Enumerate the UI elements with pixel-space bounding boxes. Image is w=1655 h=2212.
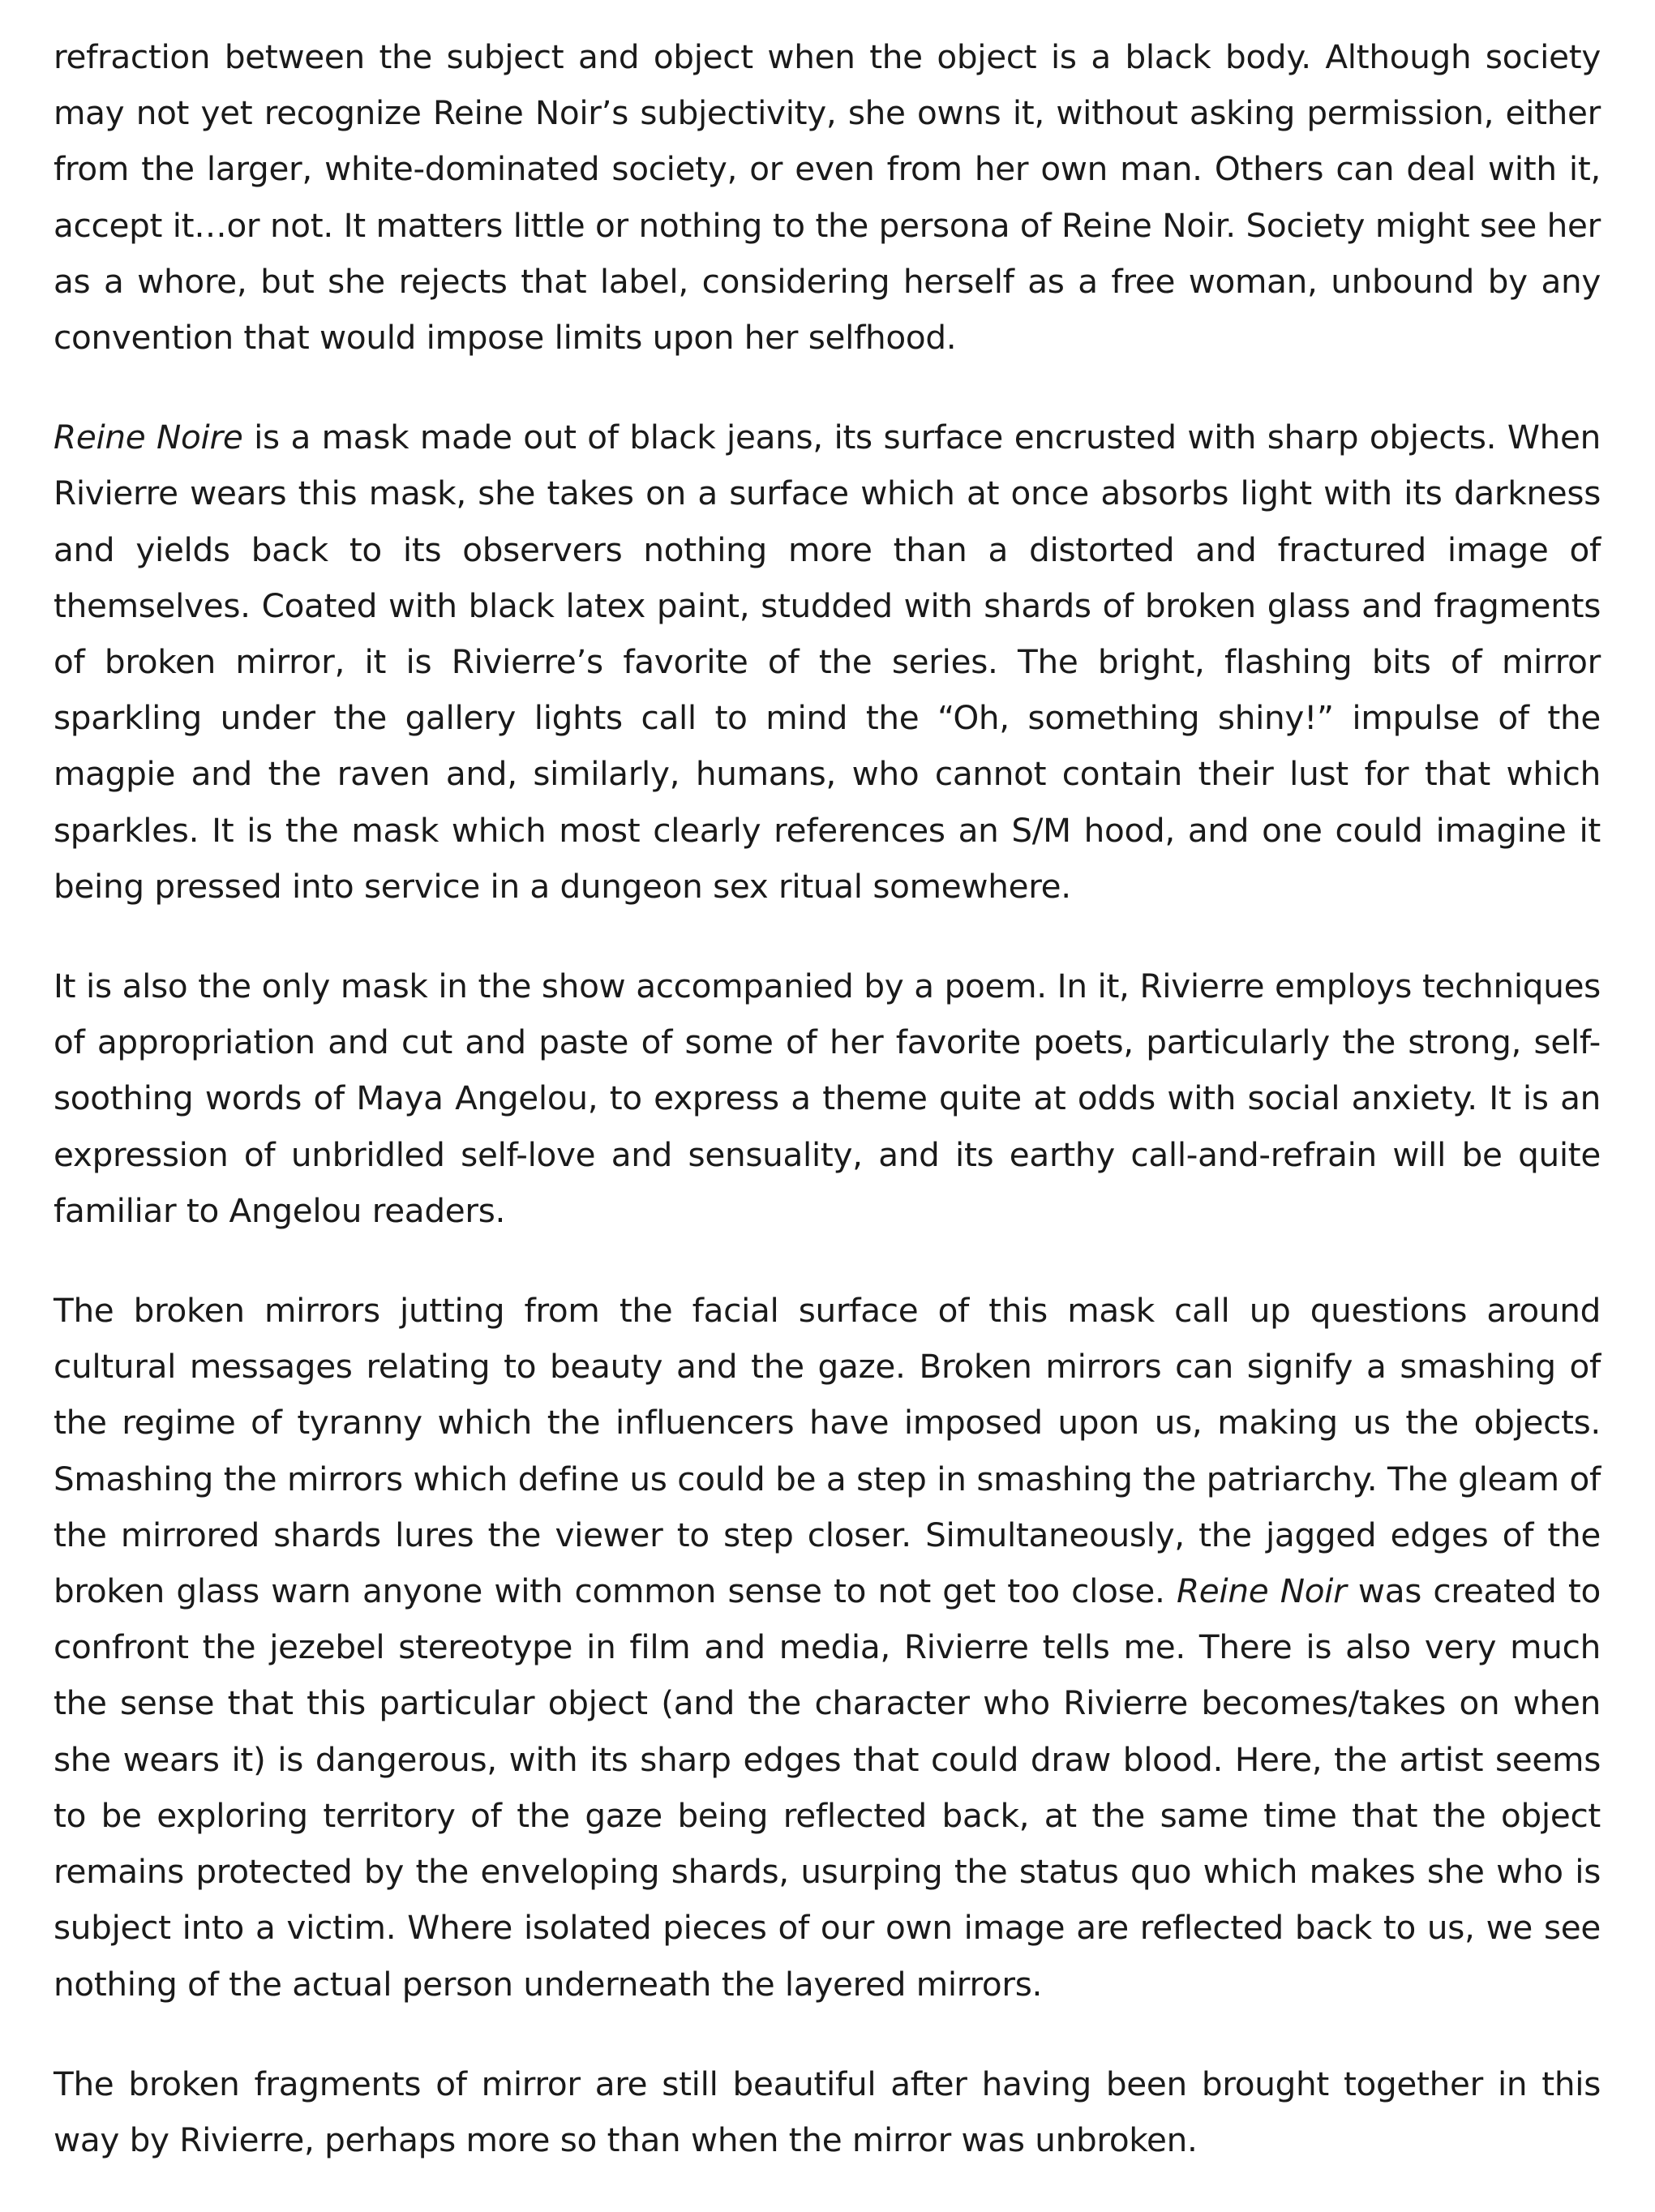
paragraph-2-text: is a mask made out of black jeans, its surface encrusted with sharp objects. When Rivierre wears this mask, she takes on a surface which at once absorbs light with its darkness and yields back to its observers nothing more than a distorted and fractured image of themselves. Coated with black latex paint, studded with shards of broken glass and fragments of broken mirror, it is Rivierre’s favorite of the series. The bright, flashing bits of mirror sparkling under the gallery lights call to mind the “Oh, something shiny!” impulse of the magpie and the raven and, similarly, humans, who cannot contain their lust for that which sparkles. It is the mask which most clearly references an S/M hood, and one could imagine it being pressed into service in a dungeon sex ritual somewhere. <box>54 418 1601 906</box>
document-body <box>54 29 1601 2212</box>
paragraph-5-text: The broken fragments of mirror are still beautiful after having been brought together in this way by Rivierre, perhaps more so than when the mirror was unbroken. <box>54 2064 1601 2159</box>
paragraph-1-text: refraction between the subject and object when the object is a black body. Although society may not yet recognize Reine Noir’s subjectivity, she owns it, without asking permission, either from the larger, white-dominated society, or even from her own man. Others can deal with it, accept it…or not. It matters little or nothing to the persona of Reine Noir. Society might see her as a whore, but she rejects that label, considering herself as a free woman, unbound by any convention that would impose limits upon her selfhood. <box>54 37 1601 358</box>
italic-title-reine-noir: Reine Noir <box>1176 1571 1347 1611</box>
paragraph-4-text-start: The broken mirrors jutting from the facial surface of this mask call up questions around cultural messages relating to beauty and the gaze. Broken mirrors can signify a smashing of the regime of tyranny which the influencers have imposed upon us, making us the objects. Smashing the mirrors which define us could be a step in smashing the patriarchy. The gleam of the mirrored shards lures the viewer to step closer. Simultaneously, the jagged edges of the broken glass warn anyone with common sense to not get too close. <box>54 1291 1601 1611</box>
paragraph-3 <box>54 958 1601 1239</box>
paragraph-4-text-end: was created to confront the jezebel stereotype in film and media, Rivierre tells me. There is also very much the sense that this particular object (and the character who Rivierre becomes/takes on when she wears it) is dangerous, with its sharp edges that could draw blood. Here, the artist seems to be exploring territory of the gaze being reflected back, at the same time that the object remains protected by the enveloping shards, usurping the status quo which makes she who is subject into a victim. Where isolated pieces of our own image are reflected back to us, we see nothing of the actual person underneath the layered mirrors. <box>54 1571 1601 2004</box>
italic-title-reine-noire: Reine Noire <box>54 418 243 457</box>
paragraph-1 <box>54 29 1601 366</box>
paragraph-3-text: It is also the only mask in the show accompanied by a poem. In it, Rivierre employs techniques of appropriation and cut and paste of some of her favorite poets, particularly the strong, self-soothing words of Maya Angelou, to express a theme quite at odds with social anxiety. It is an expression of unbridled self-love and sensuality, and its earthy call-and-refrain will be quite familiar to Angelou readers. <box>54 967 1601 1230</box>
paragraph-4 <box>54 1283 1601 2013</box>
paragraph-2 <box>54 409 1601 915</box>
paragraph-5 <box>54 2056 1601 2168</box>
